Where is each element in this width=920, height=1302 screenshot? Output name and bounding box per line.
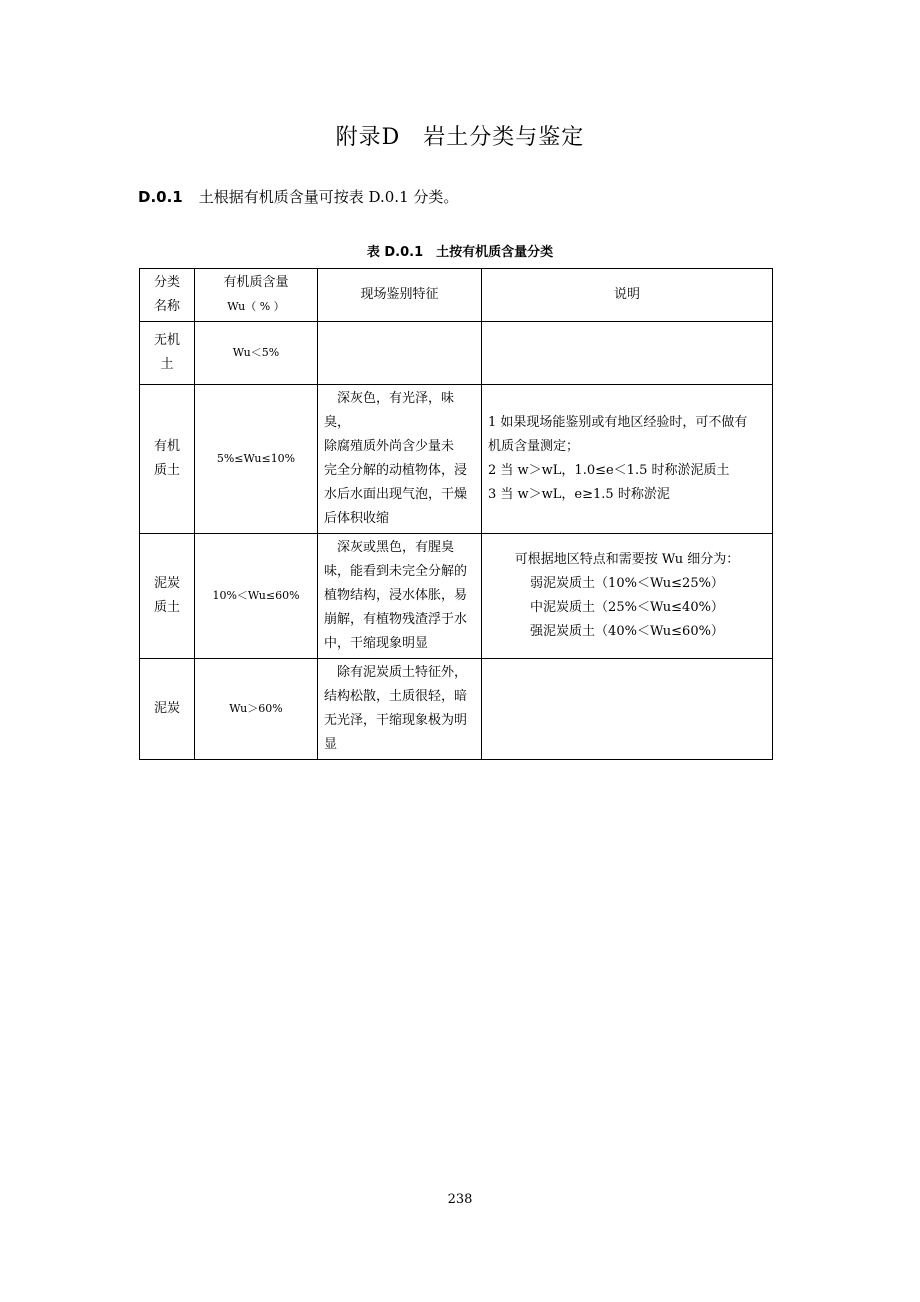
clause-number: D.0.1 bbox=[138, 188, 183, 206]
header-content bbox=[195, 269, 318, 322]
row-feature bbox=[318, 322, 482, 385]
row-name-line: 泥炭 bbox=[153, 576, 180, 591]
row-name-line: 泥炭 bbox=[153, 701, 180, 716]
feature-line: 完全分解的动植物体，浸 bbox=[324, 463, 468, 478]
header-content-line: Wu（ % ） bbox=[227, 300, 285, 313]
row-content: 5%≤Wu≤10% bbox=[195, 385, 318, 534]
row-feature bbox=[318, 659, 482, 760]
row-content: 10%＜Wu≤60% bbox=[195, 534, 318, 659]
table-row bbox=[140, 322, 773, 385]
header-note: 说明 bbox=[482, 269, 773, 322]
clause-text: 土根据有机质含量可按表 D.0.1 分类。 bbox=[198, 188, 459, 206]
table-row bbox=[140, 659, 773, 760]
row-content: Wu＜5% bbox=[195, 322, 318, 385]
row-name-line: 有机 bbox=[153, 439, 180, 454]
row-name bbox=[140, 322, 195, 385]
row-note bbox=[482, 659, 773, 760]
feature-line: 味，能看到未完全分解的 bbox=[324, 564, 468, 579]
row-name bbox=[140, 659, 195, 760]
row-name bbox=[140, 385, 195, 534]
feature-line: 除腐殖质外尚含少量未 bbox=[324, 439, 455, 454]
row-name-line: 无机 bbox=[153, 333, 180, 348]
feature-line: 无光泽，干缩现象极为明 bbox=[324, 713, 468, 728]
note-line: 3 当 w＞wL，e≥1.5 时称淤泥 bbox=[488, 487, 670, 502]
table-header-row bbox=[140, 269, 773, 322]
feature-line: 深灰色，有光泽，味臭， bbox=[324, 391, 455, 430]
row-name-line: 质土 bbox=[153, 463, 180, 478]
header-name-line: 名称 bbox=[153, 299, 180, 314]
row-name-line: 土 bbox=[160, 357, 174, 372]
feature-line: 后体积收缩 bbox=[324, 511, 390, 526]
table-caption: 表 D.0.1 土按有机质含量分类 bbox=[366, 245, 554, 260]
row-note bbox=[482, 322, 773, 385]
feature-line: 显 bbox=[324, 737, 338, 752]
note-line: 机质含量测定； bbox=[488, 439, 580, 454]
header-content-line: 有机质含量 bbox=[223, 275, 289, 290]
table-row bbox=[140, 534, 773, 659]
note-line: 2 当 w＞wL，1.0≤e＜1.5 时称淤泥质土 bbox=[488, 463, 730, 478]
row-note bbox=[482, 534, 773, 659]
clause-paragraph bbox=[138, 186, 458, 207]
header-name bbox=[140, 269, 195, 322]
page-title: 附录D 岩土分类与鉴定 bbox=[335, 125, 585, 150]
page-number: 238 bbox=[447, 1192, 473, 1207]
feature-line: 除有泥炭质土特征外， bbox=[337, 665, 468, 680]
classification-table bbox=[139, 268, 773, 760]
note-line: 强泥炭质土（40%＜Wu≤60%） bbox=[530, 624, 724, 639]
feature-line: 结构松散，土质很轻，暗 bbox=[324, 689, 468, 704]
row-note bbox=[482, 385, 773, 534]
feature-line: 水后水面出现气泡，干燥 bbox=[324, 487, 468, 502]
table-row bbox=[140, 385, 773, 534]
note-line: 可根据地区特点和需要按 Wu 细分为： bbox=[514, 552, 740, 567]
feature-line: 深灰或黑色，有腥臭 bbox=[337, 540, 455, 555]
header-name-line: 分类 bbox=[153, 275, 180, 290]
note-line: 弱泥炭质土（10%＜Wu≤25%） bbox=[530, 576, 724, 591]
row-content: Wu＞60% bbox=[195, 659, 318, 760]
row-feature bbox=[318, 385, 482, 534]
header-feature: 现场鉴别特征 bbox=[318, 269, 482, 322]
row-feature bbox=[318, 534, 482, 659]
feature-line: 植物结构，浸水体胀，易 bbox=[324, 588, 468, 603]
row-name bbox=[140, 534, 195, 659]
row-name-line: 质土 bbox=[153, 600, 180, 615]
feature-line: 崩解，有植物残渣浮于水 bbox=[324, 612, 468, 627]
feature-line: 中，干缩现象明显 bbox=[324, 636, 429, 651]
note-line: 中泥炭质土（25%＜Wu≤40%） bbox=[530, 600, 724, 615]
note-line: 1 如果现场能鉴别或有地区经验时，可不做有 bbox=[488, 415, 748, 430]
